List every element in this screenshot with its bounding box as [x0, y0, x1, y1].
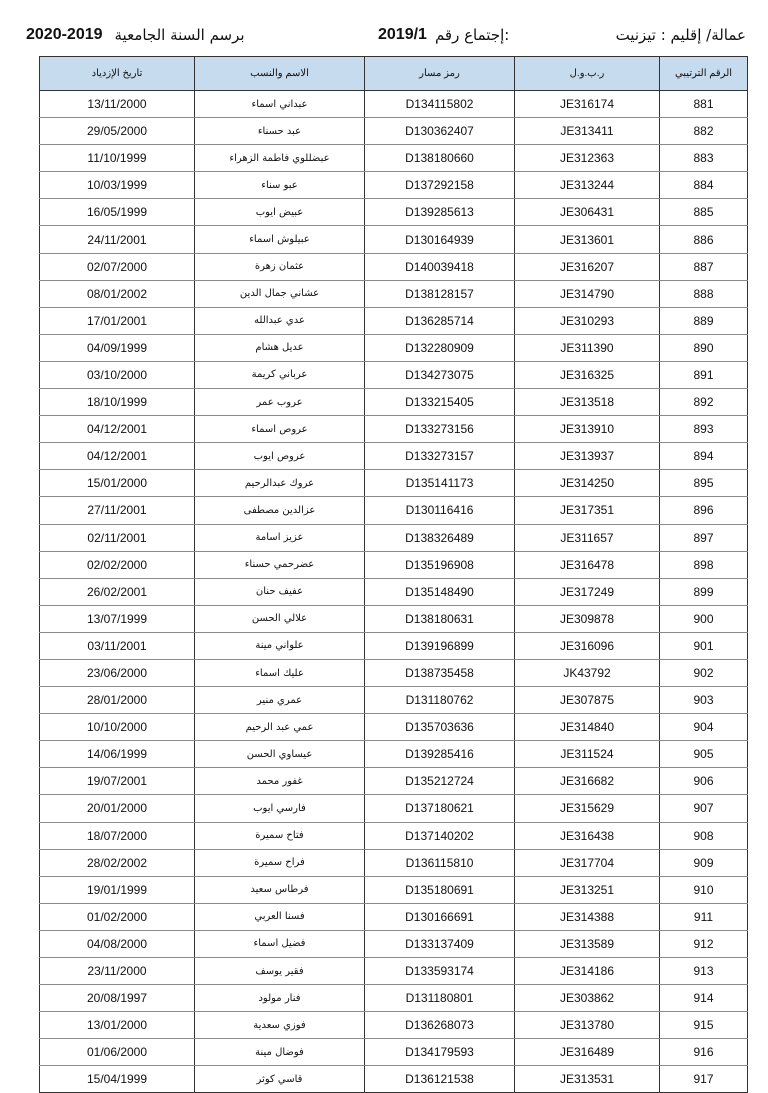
cell-name: فرطاس سعيد [195, 876, 365, 903]
table-row [40, 1012, 748, 1039]
cell-massar: D137180621 [365, 795, 515, 822]
cell-name: عضرحمي حسناء [195, 551, 365, 578]
cell-massar: D139196899 [365, 632, 515, 659]
cell-serial: 894 [660, 443, 748, 470]
cell-cin: JE313411 [515, 118, 660, 145]
cell-serial: 916 [660, 1039, 748, 1066]
cell-birth-date: 15/01/2000 [40, 470, 195, 497]
cell-cin: JE316174 [515, 91, 660, 118]
meeting-info [378, 26, 509, 44]
table-row [40, 849, 748, 876]
cell-cin: JE317249 [515, 578, 660, 605]
cell-serial: 890 [660, 334, 748, 361]
cell-birth-date: 10/03/1999 [40, 172, 195, 199]
cell-massar: D134179593 [365, 1039, 515, 1066]
cell-cin: JE316096 [515, 632, 660, 659]
column-header-name: الاسم والنسب [195, 57, 365, 91]
table-row [40, 307, 748, 334]
cell-serial: 887 [660, 253, 748, 280]
table-row [40, 443, 748, 470]
cell-serial: 905 [660, 741, 748, 768]
cell-massar: D134273075 [365, 361, 515, 388]
cell-serial: 898 [660, 551, 748, 578]
cell-serial: 884 [660, 172, 748, 199]
table-row [40, 741, 748, 768]
academic-year-value: 2020-2019 [26, 26, 103, 43]
cell-massar: D138180631 [365, 605, 515, 632]
cell-cin: JE313937 [515, 443, 660, 470]
cell-birth-date: 13/11/2000 [40, 91, 195, 118]
table-row [40, 632, 748, 659]
cell-serial: 896 [660, 497, 748, 524]
cell-serial: 902 [660, 659, 748, 686]
cell-name: عروص ايوب [195, 443, 365, 470]
cell-name: عروك عبدالرحيم [195, 470, 365, 497]
cell-serial: 899 [660, 578, 748, 605]
cell-name: عليك اسماء [195, 659, 365, 686]
table-row [40, 280, 748, 307]
cell-serial: 915 [660, 1012, 748, 1039]
table-row [40, 714, 748, 741]
cell-name: عدي عبدالله [195, 307, 365, 334]
cell-serial: 882 [660, 118, 748, 145]
cell-serial: 906 [660, 768, 748, 795]
table-row [40, 1039, 748, 1066]
table-row [40, 253, 748, 280]
cell-serial: 897 [660, 524, 748, 551]
cell-cin: JE314840 [515, 714, 660, 741]
cell-cin: JE314790 [515, 280, 660, 307]
cell-serial: 893 [660, 416, 748, 443]
cell-cin: JE309878 [515, 605, 660, 632]
cell-massar: D133137409 [365, 930, 515, 957]
table-row [40, 578, 748, 605]
cell-birth-date: 28/02/2002 [40, 849, 195, 876]
students-table [39, 56, 748, 1093]
cell-birth-date: 10/10/2000 [40, 714, 195, 741]
cell-serial: 883 [660, 145, 748, 172]
cell-cin: JE317351 [515, 497, 660, 524]
cell-name: عبيض ايوب [195, 199, 365, 226]
table-row [40, 145, 748, 172]
cell-birth-date: 16/05/1999 [40, 199, 195, 226]
cell-birth-date: 18/07/2000 [40, 822, 195, 849]
cell-birth-date: 29/05/2000 [40, 118, 195, 145]
cell-massar: D130116416 [365, 497, 515, 524]
cell-cin: JE314388 [515, 903, 660, 930]
cell-birth-date: 02/02/2000 [40, 551, 195, 578]
cell-massar: D130164939 [365, 226, 515, 253]
cell-name: عروص اسماء [195, 416, 365, 443]
cell-massar: D130362407 [365, 118, 515, 145]
cell-name: عبضللوي فاطمة الزهراء [195, 145, 365, 172]
cell-cin: JE311390 [515, 334, 660, 361]
cell-birth-date: 14/06/1999 [40, 741, 195, 768]
meeting-label: إجتماع رقم: [434, 26, 510, 44]
cell-name: عبداني اسماء [195, 91, 365, 118]
cell-massar: D135148490 [365, 578, 515, 605]
cell-cin: JE316478 [515, 551, 660, 578]
cell-name: عثمان زهرة [195, 253, 365, 280]
cell-birth-date: 28/01/2000 [40, 687, 195, 714]
table-row [40, 226, 748, 253]
cell-name: عروب عمر [195, 389, 365, 416]
cell-massar: D136285714 [365, 307, 515, 334]
cell-birth-date: 20/08/1997 [40, 985, 195, 1012]
cell-serial: 892 [660, 389, 748, 416]
cell-massar: D139285613 [365, 199, 515, 226]
cell-serial: 914 [660, 985, 748, 1012]
meeting-number: 2019/1 [378, 26, 427, 43]
table-row [40, 389, 748, 416]
cell-name: فارسي ايوب [195, 795, 365, 822]
column-header-cin: ر.ب.و.ل [515, 57, 660, 91]
cell-name: عزالدين مصطفى [195, 497, 365, 524]
table-body [40, 91, 748, 1093]
table-row [40, 91, 748, 118]
cell-massar: D135141173 [365, 470, 515, 497]
cell-birth-date: 01/06/2000 [40, 1039, 195, 1066]
region-label: عمالة/ إقليم : تيزنيت [615, 26, 746, 44]
cell-serial: 909 [660, 849, 748, 876]
cell-name: عمري منير [195, 687, 365, 714]
cell-birth-date: 11/10/1999 [40, 145, 195, 172]
cell-cin: JE313244 [515, 172, 660, 199]
cell-birth-date: 17/01/2001 [40, 307, 195, 334]
table-row [40, 497, 748, 524]
cell-cin: JE316682 [515, 768, 660, 795]
cell-massar: D139285416 [365, 741, 515, 768]
cell-massar: D133273157 [365, 443, 515, 470]
table-row [40, 659, 748, 686]
cell-massar: D138735458 [365, 659, 515, 686]
cell-cin: JE313531 [515, 1066, 660, 1093]
cell-name: عزيز اسامة [195, 524, 365, 551]
table-row [40, 416, 748, 443]
cell-name: فقير يوسف [195, 958, 365, 985]
cell-birth-date: 20/01/2000 [40, 795, 195, 822]
cell-serial: 907 [660, 795, 748, 822]
cell-birth-date: 13/07/1999 [40, 605, 195, 632]
cell-name: عفيف حنان [195, 578, 365, 605]
cell-birth-date: 04/08/2000 [40, 930, 195, 957]
cell-massar: D136121538 [365, 1066, 515, 1093]
cell-massar: D130166691 [365, 903, 515, 930]
cell-name: فراح سميرة [195, 849, 365, 876]
cell-name: فسنا العربي [195, 903, 365, 930]
cell-cin: JE314250 [515, 470, 660, 497]
cell-serial: 908 [660, 822, 748, 849]
cell-serial: 881 [660, 91, 748, 118]
document-header [18, 20, 746, 50]
cell-name: فنار مولود [195, 985, 365, 1012]
cell-birth-date: 04/12/2001 [40, 443, 195, 470]
academic-year [26, 26, 245, 44]
table-row [40, 524, 748, 551]
cell-serial: 917 [660, 1066, 748, 1093]
cell-birth-date: 24/11/2001 [40, 226, 195, 253]
cell-name: فوزي سعدية [195, 1012, 365, 1039]
cell-serial: 911 [660, 903, 748, 930]
cell-birth-date: 15/04/1999 [40, 1066, 195, 1093]
cell-name: عرباني كريمة [195, 361, 365, 388]
cell-cin: JE313910 [515, 416, 660, 443]
cell-serial: 886 [660, 226, 748, 253]
column-header-birth-date: تاريخ الإزدياد [40, 57, 195, 91]
cell-massar: D135180691 [365, 876, 515, 903]
table-row [40, 903, 748, 930]
cell-cin: JE311524 [515, 741, 660, 768]
cell-cin: JE312363 [515, 145, 660, 172]
cell-massar: D135196908 [365, 551, 515, 578]
table-row [40, 795, 748, 822]
cell-serial: 900 [660, 605, 748, 632]
cell-massar: D138326489 [365, 524, 515, 551]
cell-serial: 885 [660, 199, 748, 226]
table-row [40, 687, 748, 714]
cell-serial: 888 [660, 280, 748, 307]
table-row [40, 1066, 748, 1093]
cell-massar: D140039418 [365, 253, 515, 280]
cell-massar: D134115802 [365, 91, 515, 118]
cell-massar: D135212724 [365, 768, 515, 795]
table-row [40, 768, 748, 795]
cell-cin: JE314186 [515, 958, 660, 985]
cell-birth-date: 08/01/2002 [40, 280, 195, 307]
cell-massar: D132280909 [365, 334, 515, 361]
cell-birth-date: 03/10/2000 [40, 361, 195, 388]
cell-birth-date: 19/01/1999 [40, 876, 195, 903]
cell-massar: D136115810 [365, 849, 515, 876]
cell-name: فتاح سميرة [195, 822, 365, 849]
cell-birth-date: 26/02/2001 [40, 578, 195, 605]
cell-serial: 903 [660, 687, 748, 714]
cell-name: عبد حسناء [195, 118, 365, 145]
cell-birth-date: 13/01/2000 [40, 1012, 195, 1039]
cell-name: عبيلوش اسماء [195, 226, 365, 253]
cell-birth-date: 23/06/2000 [40, 659, 195, 686]
table-row [40, 118, 748, 145]
table-row [40, 470, 748, 497]
cell-massar: D131180762 [365, 687, 515, 714]
table-row [40, 361, 748, 388]
cell-serial: 912 [660, 930, 748, 957]
cell-name: عمي عبد الرحيم [195, 714, 365, 741]
cell-massar: D137292158 [365, 172, 515, 199]
table-row [40, 958, 748, 985]
cell-name: عبو سناء [195, 172, 365, 199]
cell-birth-date: 19/07/2001 [40, 768, 195, 795]
table-header-row [40, 57, 748, 91]
cell-cin: JE311657 [515, 524, 660, 551]
cell-name: عديل هشام [195, 334, 365, 361]
table-row [40, 822, 748, 849]
column-header-serial: الرقم الترتيبي [660, 57, 748, 91]
column-header-massar: رمز مسار [365, 57, 515, 91]
cell-massar: D133593174 [365, 958, 515, 985]
cell-cin: JE316489 [515, 1039, 660, 1066]
table-row [40, 930, 748, 957]
cell-cin: JE307875 [515, 687, 660, 714]
cell-cin: JE317704 [515, 849, 660, 876]
cell-birth-date: 03/11/2001 [40, 632, 195, 659]
table-row [40, 876, 748, 903]
cell-serial: 901 [660, 632, 748, 659]
cell-name: علواني مينة [195, 632, 365, 659]
table-row [40, 334, 748, 361]
table-row [40, 605, 748, 632]
academic-year-label: برسم السنة الجامعية [114, 26, 245, 44]
cell-cin: JE316325 [515, 361, 660, 388]
cell-birth-date: 27/11/2001 [40, 497, 195, 524]
cell-cin: JE303862 [515, 985, 660, 1012]
cell-birth-date: 01/02/2000 [40, 903, 195, 930]
cell-birth-date: 18/10/1999 [40, 389, 195, 416]
cell-cin: JE310293 [515, 307, 660, 334]
cell-name: علالي الحسن [195, 605, 365, 632]
cell-cin: JE316207 [515, 253, 660, 280]
cell-name: عيساوي الحسن [195, 741, 365, 768]
cell-serial: 904 [660, 714, 748, 741]
cell-name: عشاني جمال الدين [195, 280, 365, 307]
cell-cin: JE313780 [515, 1012, 660, 1039]
cell-birth-date: 04/09/1999 [40, 334, 195, 361]
cell-birth-date: 04/12/2001 [40, 416, 195, 443]
cell-name: غفور محمد [195, 768, 365, 795]
cell-serial: 895 [660, 470, 748, 497]
table-row [40, 199, 748, 226]
table-row [40, 172, 748, 199]
cell-birth-date: 23/11/2000 [40, 958, 195, 985]
cell-massar: D131180801 [365, 985, 515, 1012]
cell-birth-date: 02/07/2000 [40, 253, 195, 280]
table-row [40, 985, 748, 1012]
cell-massar: D138180660 [365, 145, 515, 172]
cell-cin: JE316438 [515, 822, 660, 849]
cell-serial: 910 [660, 876, 748, 903]
cell-serial: 913 [660, 958, 748, 985]
cell-cin: JE306431 [515, 199, 660, 226]
cell-serial: 889 [660, 307, 748, 334]
cell-massar: D133273156 [365, 416, 515, 443]
cell-birth-date: 02/11/2001 [40, 524, 195, 551]
cell-massar: D138128157 [365, 280, 515, 307]
cell-name: قاسي كوثر [195, 1066, 365, 1093]
cell-name: فوضال مينة [195, 1039, 365, 1066]
cell-serial: 891 [660, 361, 748, 388]
cell-cin: JE313601 [515, 226, 660, 253]
cell-cin: JE313518 [515, 389, 660, 416]
cell-name: فضيل اسماء [195, 930, 365, 957]
cell-cin: JK43792 [515, 659, 660, 686]
cell-massar: D136268073 [365, 1012, 515, 1039]
cell-massar: D135703636 [365, 714, 515, 741]
cell-cin: JE313251 [515, 876, 660, 903]
cell-massar: D137140202 [365, 822, 515, 849]
cell-massar: D133215405 [365, 389, 515, 416]
cell-cin: JE313589 [515, 930, 660, 957]
cell-cin: JE315629 [515, 795, 660, 822]
table-row [40, 551, 748, 578]
